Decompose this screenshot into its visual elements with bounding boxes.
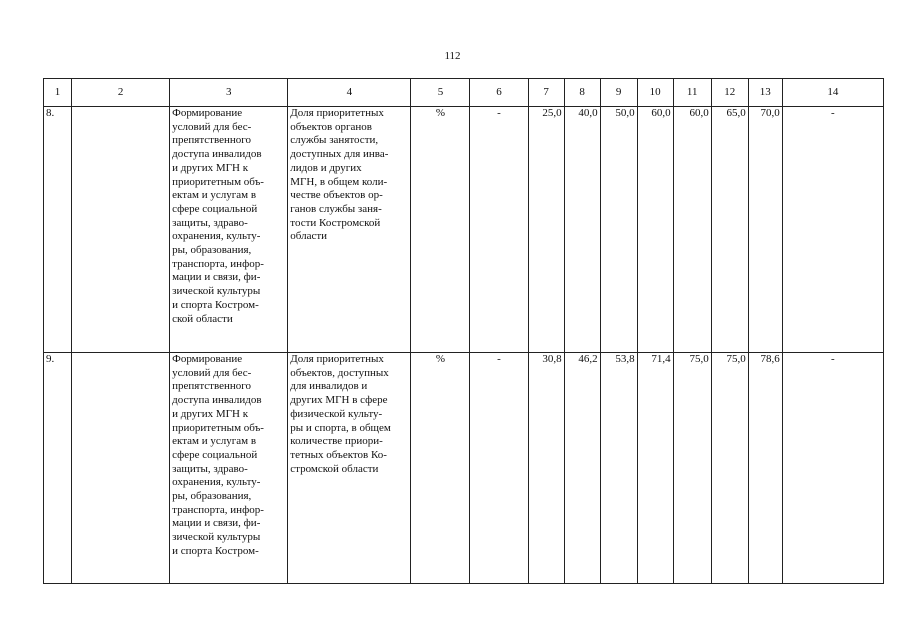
value-cell: 75,0 xyxy=(673,353,711,584)
row-number: 9. xyxy=(44,353,72,584)
indicator-text-line: тетных объектов Ко- xyxy=(290,448,387,461)
header-row xyxy=(44,79,884,107)
column-header: 10 xyxy=(637,79,673,107)
goal-text-line: и других МГН к xyxy=(172,161,249,174)
goal-text-line: доступа инвалидов xyxy=(172,394,262,407)
goal-text-line: зической культуры xyxy=(172,285,261,298)
value-cell: 25,0 xyxy=(528,107,564,353)
value-cell: 40,0 xyxy=(564,107,600,353)
indicator-text-line: Доля приоритетных xyxy=(290,107,384,119)
goal-text-line: транспорта, инфор- xyxy=(172,257,264,270)
program-cell xyxy=(72,107,170,353)
indicator-text-line: МГН, в общем коли- xyxy=(290,175,388,188)
goal-text-line: Формирование xyxy=(172,107,243,119)
column-header: 6 xyxy=(470,79,528,107)
goal-text-line: сфере социальной xyxy=(172,202,258,215)
indicator-text-line: стромской области xyxy=(290,462,379,475)
column-header: 11 xyxy=(673,79,711,107)
column-header: 13 xyxy=(748,79,782,107)
column-header: 3 xyxy=(170,79,288,107)
indicator-text xyxy=(288,107,411,353)
column-header: 1 xyxy=(44,79,72,107)
goal-text-line: зической культуры xyxy=(172,531,261,544)
goal-text-line: охранения, культу- xyxy=(172,230,261,243)
table-row xyxy=(44,107,884,353)
note-cell: - xyxy=(782,353,883,584)
indicator-text-line: честве объектов ор- xyxy=(290,189,383,202)
goal-text-line: и других МГН к xyxy=(172,407,249,420)
indicator-text xyxy=(288,353,411,584)
column-header: 2 xyxy=(72,79,170,107)
value-cell: 60,0 xyxy=(637,107,673,353)
indicator-text-line: физической культу- xyxy=(290,407,383,420)
column-header: 8 xyxy=(564,79,600,107)
value-cell: 46,2 xyxy=(564,353,600,584)
value-cell: 71,4 xyxy=(637,353,673,584)
column-header: 7 xyxy=(528,79,564,107)
goal-text-line: ры, образования, xyxy=(172,490,252,503)
goal-text-line: условий для бес- xyxy=(172,120,252,133)
goal-text xyxy=(170,353,288,584)
column-header: 4 xyxy=(288,79,411,107)
goal-text-line: приоритетным объ- xyxy=(172,175,264,188)
unit-cell: % xyxy=(411,107,470,353)
goal-text-line: транспорта, инфор- xyxy=(172,503,264,516)
indicator-text-line: объектов, доступных xyxy=(290,366,389,379)
indicator-text-line: тости Костромской xyxy=(290,216,381,229)
indicator-text-line: ганов службы заня- xyxy=(290,202,382,215)
indicator-text-line: количестве приори- xyxy=(290,435,383,448)
unit-cell: % xyxy=(411,353,470,584)
goal-text-line: условий для бес- xyxy=(172,366,252,379)
indicator-text-line: объектов органов xyxy=(290,120,372,133)
column-header: 5 xyxy=(411,79,470,107)
indicator-text-line: службы занятости, xyxy=(290,134,379,147)
goal-text-line: и спорта Костром- xyxy=(172,544,259,557)
indicator-table xyxy=(43,78,884,584)
goal-text-line: ской области xyxy=(172,312,233,325)
indicator-text-line: лидов и других xyxy=(290,161,362,174)
indicator-text-line: доступных для инва- xyxy=(290,148,389,161)
goal-text-line: доступа инвалидов xyxy=(172,148,262,161)
row-number: 8. xyxy=(44,107,72,353)
value-cell: 75,0 xyxy=(711,353,748,584)
indicator-text-line: других МГН в сфере xyxy=(290,394,388,407)
value-cell: 70,0 xyxy=(748,107,782,353)
indicator-text-line: ры и спорта, в общем xyxy=(290,421,391,434)
goal-text-line: приоритетным объ- xyxy=(172,421,264,434)
column-header: 12 xyxy=(711,79,748,107)
value-cell: 53,8 xyxy=(600,353,637,584)
goal-text xyxy=(170,107,288,353)
value-cell: 50,0 xyxy=(600,107,637,353)
goal-text-line: защиты, здраво- xyxy=(172,462,248,475)
column-header: 9 xyxy=(600,79,637,107)
page-number: 112 xyxy=(444,50,461,62)
goal-text-line: мации и связи, фи- xyxy=(172,271,261,284)
goal-text-line: и спорта Костром- xyxy=(172,298,259,311)
value-cell: 78,6 xyxy=(748,353,782,584)
goal-text-line: ектам и услугам в xyxy=(172,189,257,202)
value-cell: 30,8 xyxy=(528,353,564,584)
indicator-text-line: Доля приоритетных xyxy=(290,353,384,365)
goal-text-line: препятственного xyxy=(172,380,252,393)
table-body xyxy=(44,79,884,584)
goal-text-line: препятственного xyxy=(172,134,252,147)
indicator-text-line: для инвалидов и xyxy=(290,380,368,393)
value-cell: 65,0 xyxy=(711,107,748,353)
column-header: 14 xyxy=(782,79,883,107)
goal-text-line: сфере социальной xyxy=(172,448,258,461)
goal-text-line: ры, образования, xyxy=(172,244,252,257)
goal-text-line: ектам и услугам в xyxy=(172,435,257,448)
goal-text-line: Формирование xyxy=(172,353,243,365)
goal-text-line: охранения, культу- xyxy=(172,476,261,489)
value-cell: 60,0 xyxy=(673,107,711,353)
base-value-cell: - xyxy=(470,107,528,353)
goal-text-line: защиты, здраво- xyxy=(172,216,248,229)
indicator-text-line: области xyxy=(290,230,328,243)
note-cell: - xyxy=(782,107,883,353)
program-cell xyxy=(72,353,170,584)
goal-text-line: мации и связи, фи- xyxy=(172,517,261,530)
table-row xyxy=(44,353,884,584)
base-value-cell: - xyxy=(470,353,528,584)
